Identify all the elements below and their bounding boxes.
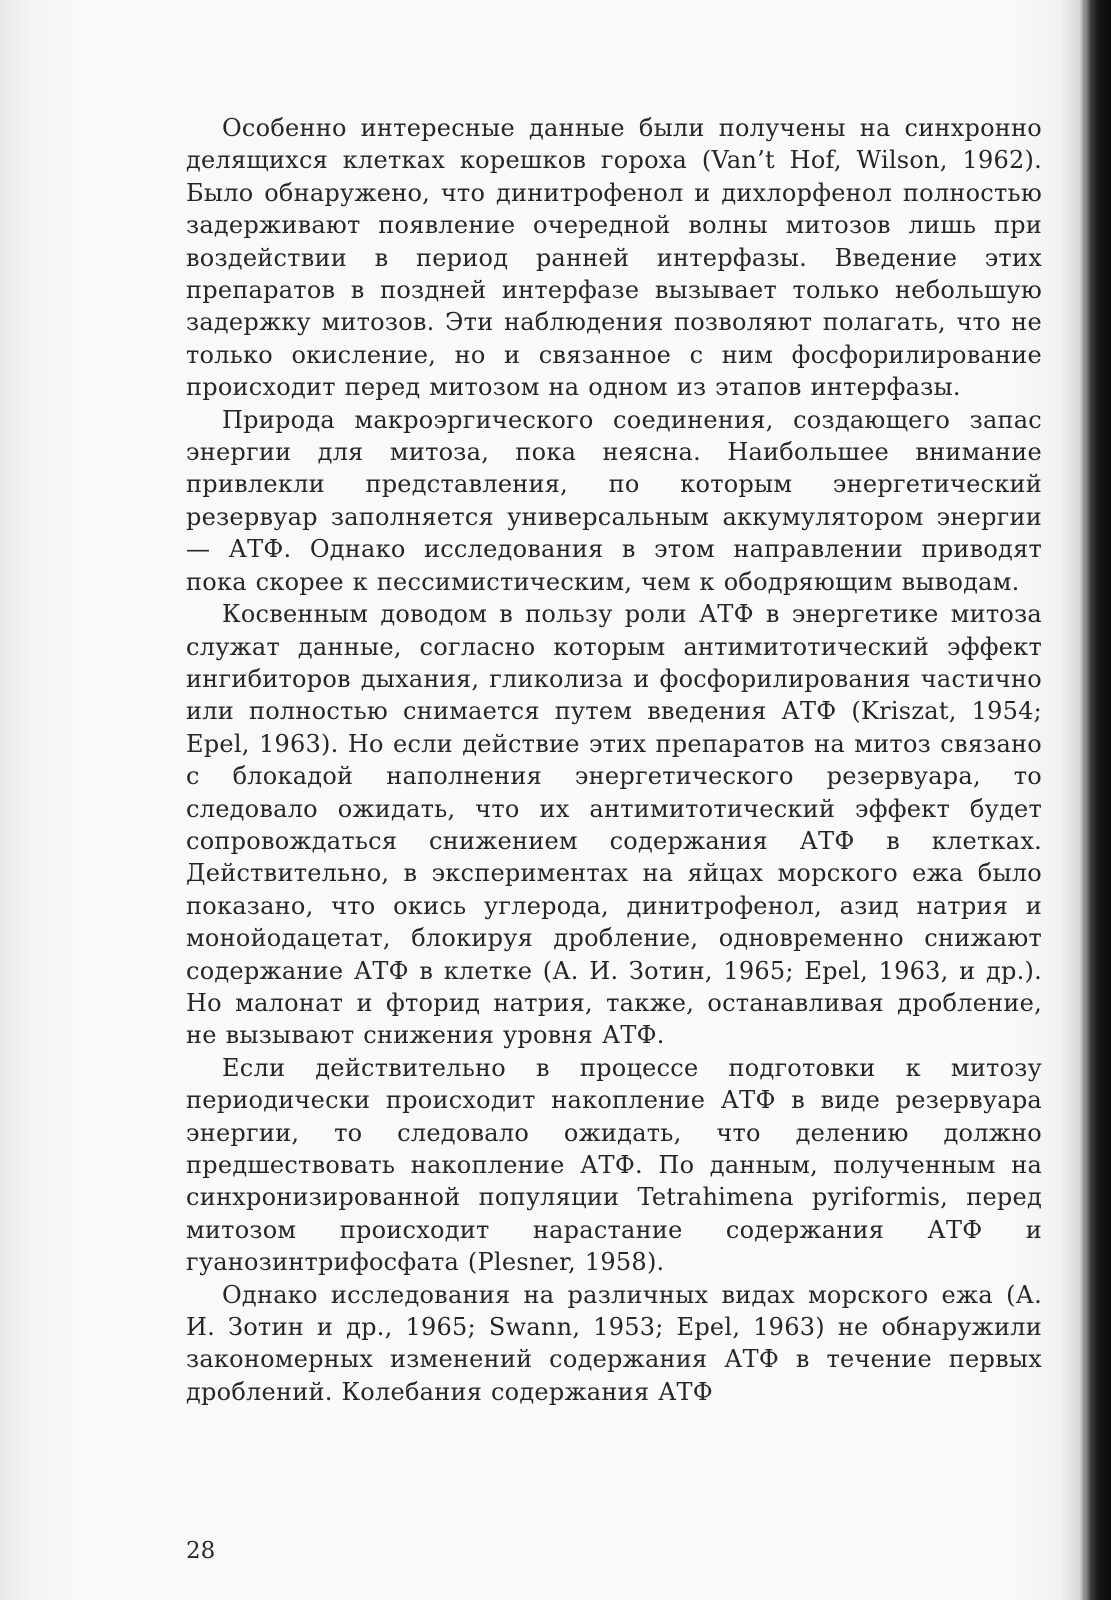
paragraph: Однако исследования на различных видах морского ежа (А. И. Зотин и др., 1965; Swann, 1953; Epel, 1963) не обнаружили закономерных изменений содержания АТФ в течение первых дроблений. Колебания содержания АТФ [186, 1280, 1042, 1406]
body-text [186, 112, 1042, 1408]
book-spine-shadow [1085, 0, 1111, 1600]
paragraph: Косвенным доводом в пользу роли АТФ в энергетике митоза служат данные, согласно которым антимитотический эффект ингибиторов дыхания, гликолиза и фосфорилирования частично или полностью снимается путем введения АТФ (Kriszat, 1954; Epel, 1963). Но если действие этих препаратов на митоз связано с блокадой наполнения энергетического резервуара, то следовало ожидать, что их антимитотический эффект будет сопровождаться снижением содержания АТФ в клетках. Действительно, в экспериментах на яйцах морского ежа было показано, что окись углерода, динитрофенол, азид натрия и монойодацетат, блокируя дробление, одновременно снижают содержание АТФ в клетке (А. И. Зотин, 1965; Epel, 1963, и др.). Но малонат и фторид натрия, также, останавливая дробление, не вызывают снижения уровня АТФ. [186, 600, 1042, 1050]
paragraph: Природа макроэргического соединения, создающего запас энергии для митоза, пока неясна. Наибольшее внимание привлекли представления, по которым энергетический резервуар заполняется универсальным аккумулятором энергии — АТФ. Однако исследования в этом направлении приводят пока скорее к пессимистическим, чем к ободряющим выводам. [186, 405, 1042, 596]
paragraph: Если действительно в процессе подготовки к митозу периодически происходит накопление АТФ в виде резервуара энергии, то следовало ожидать, что делению должно предшествовать накопление АТФ. По данным, полученным на синхронизированной популяции Tetrahimena pyriformis, перед митозом происходит нарастание содержания АТФ и гуанозинтрифосфата (Plesner, 1958). [186, 1053, 1042, 1277]
paragraph: Особенно интересные данные были получены на синхронно делящихся клетках корешков гороха (Van’t Hof, Wilson, 1962). Было обнаружено, что динитрофенол и дихлорфенол полностью задерживают появление очередной волны митозов лишь при воздействии в период ранней интерфазы. Введение этих препаратов в поздней интерфазе вызывает только небольшую задержку митозов. Эти наблюдения позволяют полагать, что не только окисление, но и связанное с ним фосфорилирование происходит перед митозом на одном из этапов интерфазы. [186, 114, 1042, 402]
page-number: 28 [186, 1538, 216, 1564]
